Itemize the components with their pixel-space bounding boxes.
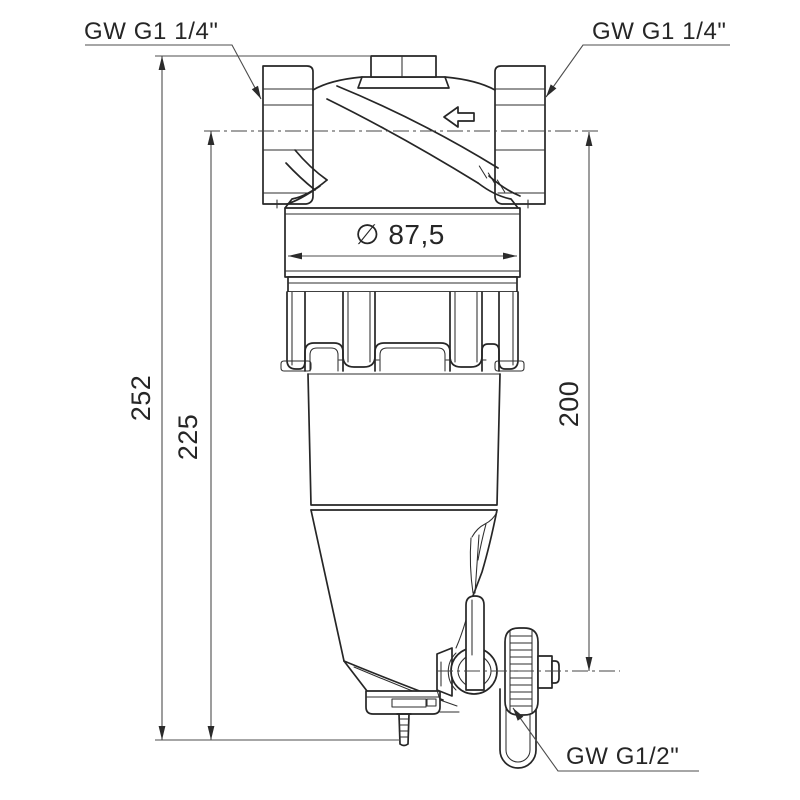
drain-valve — [437, 512, 559, 768]
top-left-port-label: GW G1 1/4" — [84, 18, 219, 45]
castellated-collar — [281, 292, 524, 371]
right-port-hex — [495, 66, 545, 204]
height-252-label: 252 — [126, 374, 156, 422]
drain-port-label: GW G1/2" — [566, 743, 680, 770]
left-port-hex — [263, 66, 313, 204]
drain-barb-nozzle — [397, 714, 411, 746]
top-hex-plug — [358, 56, 449, 88]
bottom-cap — [366, 691, 459, 714]
height-200-label: 200 — [554, 380, 584, 428]
filter-head — [263, 56, 545, 208]
flow-direction-arrow — [444, 107, 474, 127]
diameter-dimension-label: ∅ 87,5 — [355, 219, 445, 250]
height-225-label: 225 — [173, 413, 203, 461]
leader-lines — [85, 45, 730, 771]
top-right-port-label: GW G1 1/4" — [592, 18, 727, 45]
